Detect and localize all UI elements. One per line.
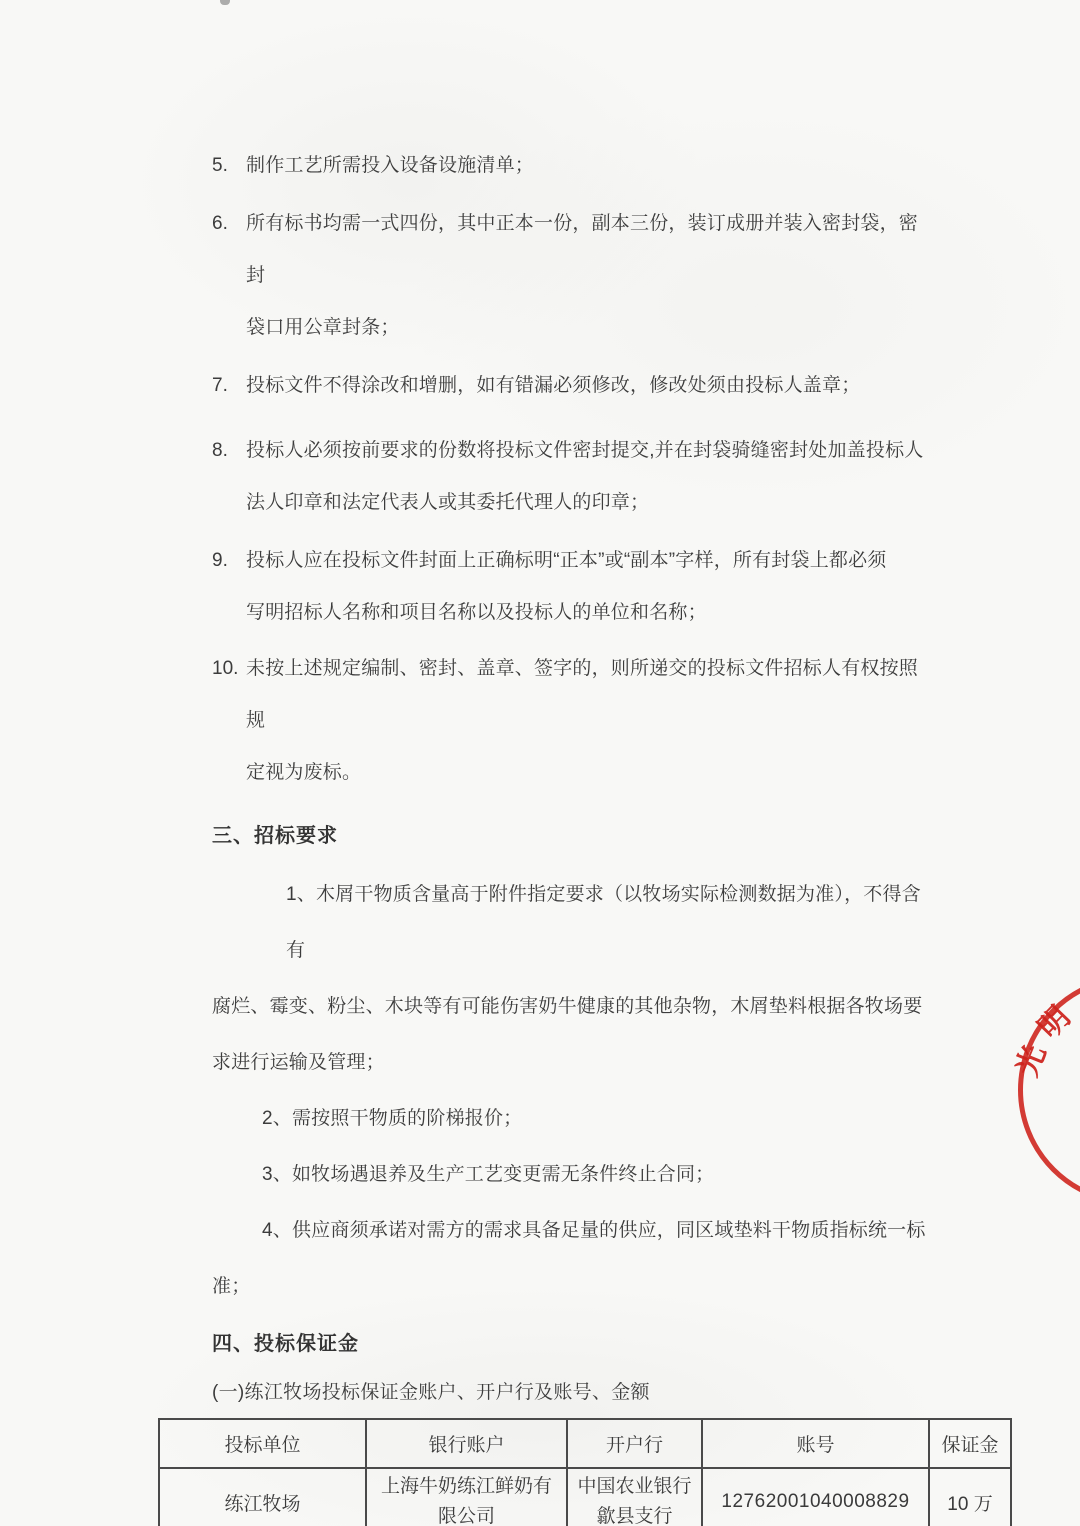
document-body: [212, 0, 999, 1526]
list-item-text: 制作工艺所需投入设备设施清单；: [246, 155, 535, 176]
cell-account-number: 12762001040008829: [702, 1468, 929, 1526]
cell-bidder-unit: 练江牧场: [159, 1468, 366, 1526]
section-heading-requirements: 三、招标要求: [212, 825, 338, 847]
deposit-table-data-row: [159, 1468, 1011, 1526]
section-heading-deposit: 四、投标保证金: [212, 1333, 359, 1355]
requirement-paragraph-4: 4、供应商须承诺对需方的需求具备足量的供应，同区域垫料干物质指标统一标 准；: [212, 1220, 926, 1297]
deposit-subheading: (一)练江牧场投标保证金账户、开户行及账号、金额: [212, 1382, 650, 1403]
col-header-account-number: 账号: [702, 1419, 929, 1468]
seal-circle-outline: [1018, 975, 1080, 1205]
col-header-deposit: 保证金: [929, 1419, 1011, 1468]
list-item-6: [212, 198, 952, 354]
list-item-10: [212, 643, 952, 799]
list-item-text: 投标人必须按前要求的份数将投标文件密封提交,并在封袋骑缝密封处加盖投标人 法人印章和法定代表人或其委托代理人的印章；: [246, 440, 924, 513]
seal-character: 明: [1032, 1000, 1077, 1045]
list-item-7: [212, 360, 952, 412]
cell-bank-branch: 中国农业银行 歙县支行: [567, 1468, 702, 1526]
list-item-text: 所有标书均需一式四份，其中正本一份，副本三份，装订成册并装入密封袋，密封 袋口用公章封条；: [246, 213, 919, 338]
list-item-number: 6.: [212, 213, 228, 234]
list-item-8: [212, 425, 952, 529]
requirement-paragraph-3: 3、如牧场遇退养及生产工艺变更需无条件终止合同；: [262, 1164, 715, 1185]
cell-deposit-amount: 10 万: [929, 1468, 1011, 1526]
requirement-paragraph-1: 1、木屑干物质含量高于附件指定要求（以牧场实际检测数据为准），不得含有 腐烂、霉变、粉尘、木块等有可能伤害奶牛健康的其他杂物，木屑垫料根据各牧场要 求进行运输及管理；: [212, 884, 923, 1073]
cell-bank-account: 上海牛奶练江鲜奶有 限公司: [366, 1468, 567, 1526]
list-item-number: 10.: [212, 658, 239, 679]
list-item-number: 8.: [212, 440, 228, 461]
list-item-number: 9.: [212, 550, 228, 571]
col-header-bank-account: 银行账户: [366, 1419, 567, 1468]
list-item-text: 投标文件不得涂改和增删，如有错漏必须修改，修改处须由投标人盖章；: [246, 375, 861, 396]
deposit-table: [158, 1418, 1012, 1526]
requirement-paragraph-2: 2、需按照干物质的阶梯报价；: [262, 1108, 523, 1129]
col-header-bidder-unit: 投标单位: [159, 1419, 366, 1468]
tender-rules-list: [212, 140, 952, 799]
list-item-text: 投标人应在投标文件封面上正确标明“正本”或“副本”字样，所有封袋上都必须 写明招标人名称和项目名称以及投标人的单位和名称；: [246, 550, 887, 623]
list-item-text: 未按上述规定编制、密封、盖章、签字的，则所递交的投标文件招标人有权按照规 定视为废标。: [246, 658, 919, 783]
deposit-table-header-row: [159, 1419, 1011, 1468]
list-item-9: [212, 535, 952, 639]
list-item-5: [212, 140, 952, 192]
list-item-number: 7.: [212, 375, 228, 396]
col-header-bank-branch: 开户行: [567, 1419, 702, 1468]
list-item-number: 5.: [212, 155, 228, 176]
seal-character: 光: [1010, 1040, 1053, 1081]
